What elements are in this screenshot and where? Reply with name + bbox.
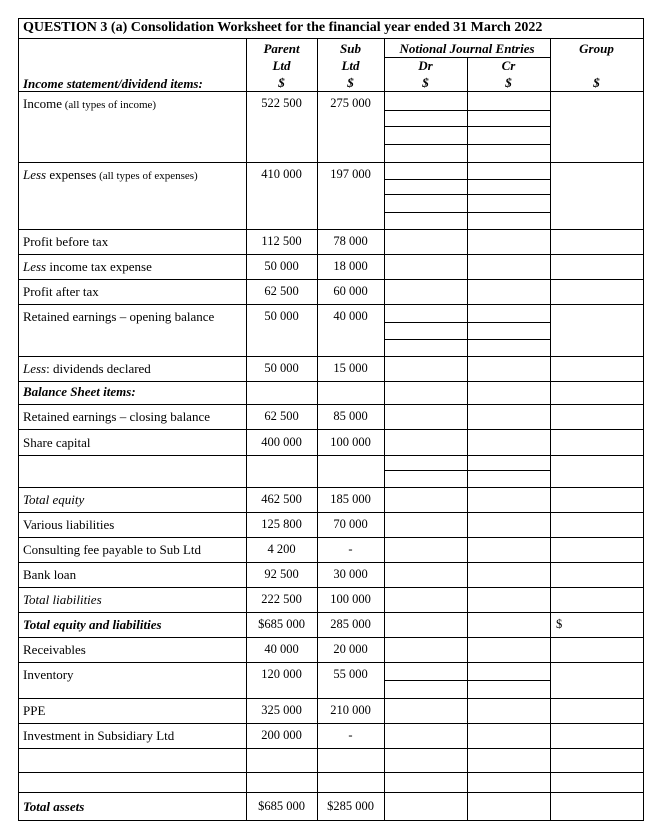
- row-label: [23, 410, 210, 423]
- notional-entry-line: [384, 126, 550, 127]
- parent-currency: $: [278, 75, 285, 90]
- parent-value: 462 500: [261, 492, 302, 506]
- row-divider: [18, 772, 643, 773]
- row-label-text: Receivables: [23, 642, 86, 657]
- row-label-text: Share capital: [23, 435, 91, 450]
- column-divider: [467, 58, 468, 820]
- sub-value: 15 000: [333, 361, 368, 375]
- worksheet-title: QUESTION 3 (a) Consolidation Worksheet for the financial year ended 31 March 2022: [23, 20, 543, 35]
- table-border-top: [18, 18, 644, 19]
- parent-value: 200 000: [261, 728, 302, 742]
- sub-value: 78 000: [333, 234, 368, 248]
- parent-value: 112 500: [261, 234, 302, 248]
- row-divider: [18, 748, 643, 749]
- dr-currency: $: [422, 75, 429, 90]
- sub-value: -: [348, 728, 353, 742]
- parent-value: 62 500: [264, 284, 299, 298]
- row-divider: [18, 356, 643, 357]
- row-label: [23, 643, 86, 656]
- row-label: [23, 310, 214, 323]
- row-divider: [18, 512, 643, 513]
- table-border-right: [643, 18, 644, 820]
- row-label-text: Inventory: [23, 667, 74, 682]
- parent-value: 40 000: [264, 642, 299, 656]
- sub-currency: $: [347, 75, 354, 90]
- sub-value: $285 000: [327, 799, 374, 813]
- row-divider: [18, 698, 643, 699]
- row-label: [23, 235, 108, 248]
- notional-entry-line: [384, 144, 550, 145]
- parent-value: 522 500: [261, 96, 302, 110]
- row-label-text: : dividends declared: [46, 361, 151, 376]
- row-divider: [18, 587, 643, 588]
- row-label: [23, 543, 201, 556]
- row-label-text: Retained earnings – opening balance: [23, 309, 215, 324]
- parent-value: $685 000: [258, 617, 305, 631]
- sub-value: 285 000: [330, 617, 371, 631]
- sub-value: 70 000: [333, 517, 368, 531]
- table-border-left: [18, 18, 19, 820]
- row-label: [23, 97, 156, 111]
- sub-value: 100 000: [330, 435, 371, 449]
- row-divider: [18, 487, 643, 488]
- notional-entry-line: [384, 470, 550, 471]
- row-label: [23, 568, 76, 581]
- row-divider: [18, 381, 643, 382]
- sub-value: 185 000: [330, 492, 371, 506]
- row-label: [23, 618, 162, 631]
- row-label-text: Profit before tax: [23, 234, 109, 249]
- row-divider: [18, 162, 643, 163]
- row-divider: [18, 562, 643, 563]
- sub-value: 40 000: [333, 309, 368, 323]
- sub-value: -: [348, 542, 353, 556]
- parent-value: 50 000: [264, 309, 299, 323]
- sub-value: 275 000: [330, 96, 371, 110]
- notional-entry-line: [384, 194, 550, 195]
- sub-value: 30 000: [333, 567, 368, 581]
- cr-header: Cr: [501, 58, 516, 73]
- row-label-note: (all types of income): [61, 99, 157, 111]
- row-label-text: Profit after tax: [23, 284, 99, 299]
- parent-value: 120 000: [261, 667, 302, 681]
- row-label-text: Various liabilities: [23, 517, 115, 532]
- parent-value: 92 500: [264, 567, 299, 581]
- row-label-text: PPE: [23, 703, 46, 718]
- row-divider: [18, 723, 643, 724]
- group-value: $: [556, 617, 563, 631]
- row-label: [23, 518, 114, 531]
- row-label-text: income tax expense: [46, 259, 152, 274]
- less-prefix: Less: [23, 259, 47, 274]
- dr-header: Dr: [418, 58, 433, 73]
- row-label: [23, 260, 152, 273]
- sub-value: 210 000: [330, 703, 371, 717]
- row-divider: [18, 304, 643, 305]
- notional-entry-line: [384, 339, 550, 340]
- less-prefix: Less: [23, 167, 47, 182]
- row-label-text: Total liabilities: [23, 592, 102, 607]
- notional-entries-header: Notional Journal Entries: [399, 41, 535, 56]
- row-label-text: Income: [23, 96, 62, 111]
- row-label: [23, 668, 74, 681]
- row-label-text: Total equity: [23, 492, 85, 507]
- sub-header-ltd: Ltd: [341, 58, 360, 73]
- parent-header-ltd: Ltd: [272, 58, 291, 73]
- row-label-text: Consulting fee payable to Sub Ltd: [23, 542, 202, 557]
- notional-entry-line: [384, 680, 550, 681]
- row-divider: [18, 229, 643, 230]
- row-label-note: (all types of expenses): [96, 170, 198, 182]
- parent-value: 222 500: [261, 592, 302, 606]
- row-label-text: Bank loan: [23, 567, 77, 582]
- sub-value: 197 000: [330, 167, 371, 181]
- row-label: [23, 729, 174, 742]
- parent-value: 410 000: [261, 167, 302, 181]
- row-label-text: Total assets: [23, 799, 85, 814]
- less-prefix: Less: [23, 361, 47, 376]
- parent-value: 50 000: [264, 361, 299, 375]
- row-divider: [18, 254, 643, 255]
- income-section-heading: Income statement/dividend items:: [23, 76, 203, 91]
- sub-value: 85 000: [333, 409, 368, 423]
- row-label: [23, 493, 84, 506]
- row-divider: [18, 612, 643, 613]
- sub-value: 20 000: [333, 642, 368, 656]
- row-divider: [18, 404, 643, 405]
- row-label: [23, 285, 99, 298]
- group-header: Group: [579, 41, 614, 56]
- notional-entry-line: [384, 212, 550, 213]
- row-label-text: Investment in Subsidiary Ltd: [23, 728, 175, 743]
- parent-value: $685 000: [258, 799, 305, 813]
- row-label-text: Retained earnings – closing balance: [23, 409, 210, 424]
- row-label: [23, 362, 151, 375]
- row-divider: [18, 429, 643, 430]
- sub-value: 60 000: [333, 284, 368, 298]
- parent-header: Parent: [263, 41, 300, 56]
- sub-value: 100 000: [330, 592, 371, 606]
- row-label-text: expenses: [46, 167, 97, 182]
- row-label: [23, 704, 45, 717]
- sub-value: 55 000: [333, 667, 368, 681]
- parent-value: 62 500: [264, 409, 299, 423]
- parent-value: 125 800: [261, 517, 302, 531]
- balance-section-heading: Balance Sheet items:: [23, 384, 136, 399]
- table-border-bottom: [18, 820, 644, 821]
- row-divider: [18, 792, 643, 793]
- sub-header: Sub: [340, 41, 361, 56]
- row-label-text: Total equity and liabilities: [23, 617, 162, 632]
- parent-value: 325 000: [261, 703, 302, 717]
- notional-divider: [384, 57, 550, 58]
- notional-entry-line: [384, 322, 550, 323]
- row-divider: [18, 662, 643, 663]
- row-divider: [18, 91, 643, 92]
- parent-value: 4 200: [267, 542, 296, 556]
- notional-entry-line: [384, 179, 550, 180]
- notional-entry-line: [384, 110, 550, 111]
- sub-value: 18 000: [333, 259, 368, 273]
- row-divider: [18, 455, 643, 456]
- group-currency: $: [593, 75, 600, 90]
- parent-value: 400 000: [261, 435, 302, 449]
- row-label: [23, 800, 84, 813]
- row-divider: [18, 279, 643, 280]
- row-divider: [18, 537, 643, 538]
- parent-value: 50 000: [264, 259, 299, 273]
- row-label: [23, 593, 102, 606]
- row-divider: [18, 637, 643, 638]
- cr-currency: $: [505, 75, 512, 90]
- row-label: [23, 436, 91, 449]
- row-label: [23, 168, 198, 182]
